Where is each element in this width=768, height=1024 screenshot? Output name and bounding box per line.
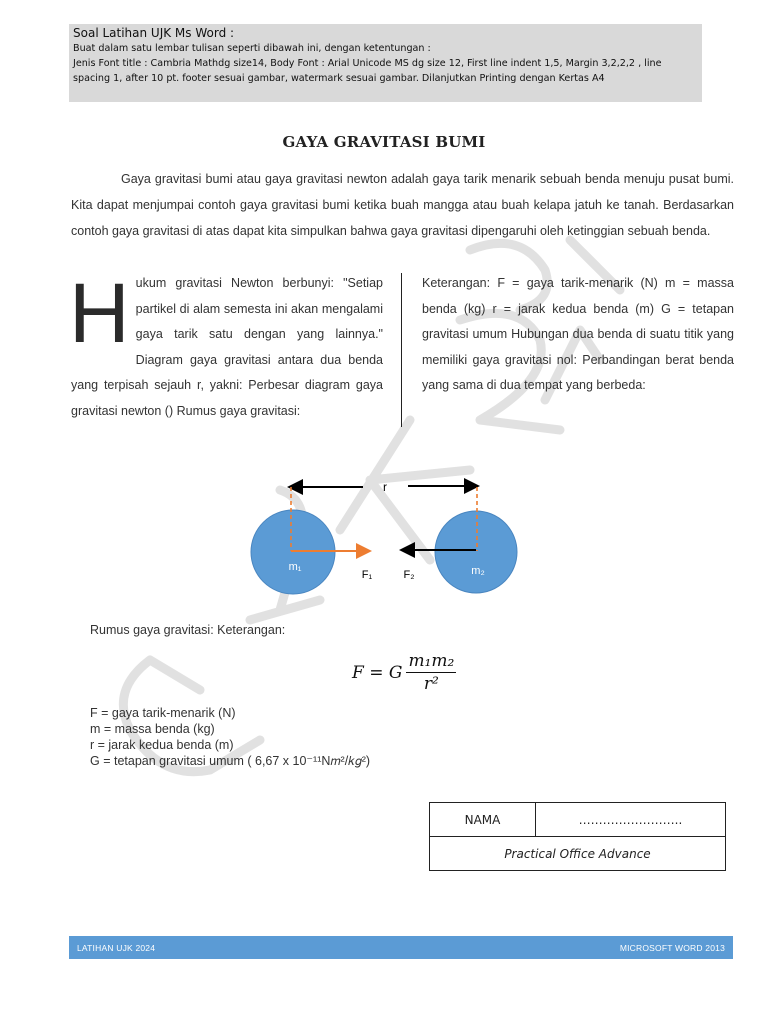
formula-numerator: m₁m₂ (408, 651, 455, 671)
name-label: NAMA (430, 803, 536, 837)
gravity-diagram (240, 470, 540, 600)
instructions-box (69, 24, 702, 102)
force1-label: F₁ (361, 569, 373, 581)
signature-footer-text: Practical Office Advance (430, 837, 726, 871)
page-footer (69, 936, 733, 959)
instructions-heading: Soal Latihan UJK Ms Word : (73, 26, 235, 40)
instructions-line: Buat dalam satu lembar tulisan seperti dibawah ini, dengan ketentungan : (73, 43, 431, 54)
drop-cap: H (69, 266, 130, 360)
rumus-label: Rumus gaya gravitasi: Keterangan: (90, 623, 286, 637)
definition-item: m = massa benda (kg) (90, 722, 215, 736)
formula-lhs: F = G (352, 662, 403, 683)
definition-item: G = tetapan gravitasi umum ( 6,67 x 10⁻¹¹N𝑚²/𝑘𝑔²) (90, 754, 371, 768)
formula-denominator: r² (423, 674, 439, 694)
signature-table (429, 802, 726, 871)
right-column (422, 271, 734, 399)
gravity-formula (352, 651, 456, 694)
document-title: GAYA GRAVITASI BUMI (282, 133, 486, 151)
name-value: …………………….. (536, 803, 726, 837)
intro-paragraph-text: Gaya gravitasi bumi atau gaya gravitasi newton adalah gaya tarik menarik sebuah benda menuju pusat bumi. Kita dapat menjumpai contoh gaya gravitasi bumi ketika buah mangga atau buah kelapa jatuh ke tanah. Berdasarkan contoh gaya gravitasi di atas dapat kita simpulkan bahwa gaya gravitasi dipengaruhi oleh ketinggian sebuah benda. (71, 172, 734, 238)
mass1-label: m₁ (288, 561, 302, 573)
intro-paragraph (71, 166, 734, 244)
right-column-text: Keterangan: F = gaya tarik-menarik (N) m = massa benda (kg) r = jarak kedua benda (m) G = tetapan gravitasi umum Hubungan dua benda di suatu titik yang memiliki gaya gravitasi nol: Perbandingan berat benda yang sama di dua tempat yang berbeda: (422, 276, 734, 392)
left-column (69, 266, 383, 424)
instructions-line: Jenis Font title : Cambria Mathdg size14, Body Font : Arial Unicode MS dg size 12, First line indent 1,5, Margin 3,2,2,2 , line (73, 58, 662, 69)
definitions-list (90, 705, 370, 769)
definition-item: r = jarak kedua benda (m) (90, 738, 234, 752)
instructions-line: spacing 1, after 10 pt. footer sesuai gambar, watermark sesuai gambar. Dilanjutkan Printing dengan Kertas A4 (73, 73, 605, 84)
definition-item: F = gaya tarik-menarik (N) (90, 706, 236, 720)
force2-label: F₂ (403, 569, 415, 581)
mass2-sphere (435, 511, 517, 593)
left-column-text: ukum gravitasi Newton berbunyi: "Setiap partikel di alam semesta ini akan mengalami gaya tarik satu dengan yang lainnya." Diagram gaya gravitasi antara dua benda yang terpisah sejauh r, yakni: Perbesar diagram gaya gravitasi newton () Rumus gaya gravitasi: (71, 276, 383, 418)
column-divider (401, 273, 402, 427)
footer-right: MICROSOFT WORD 2013 (619, 942, 725, 953)
distance-label: r (383, 480, 387, 494)
mass2-label: m₂ (471, 565, 485, 577)
formula-fraction (406, 651, 456, 694)
footer-left: LATIHAN UJK 2024 (77, 942, 156, 953)
